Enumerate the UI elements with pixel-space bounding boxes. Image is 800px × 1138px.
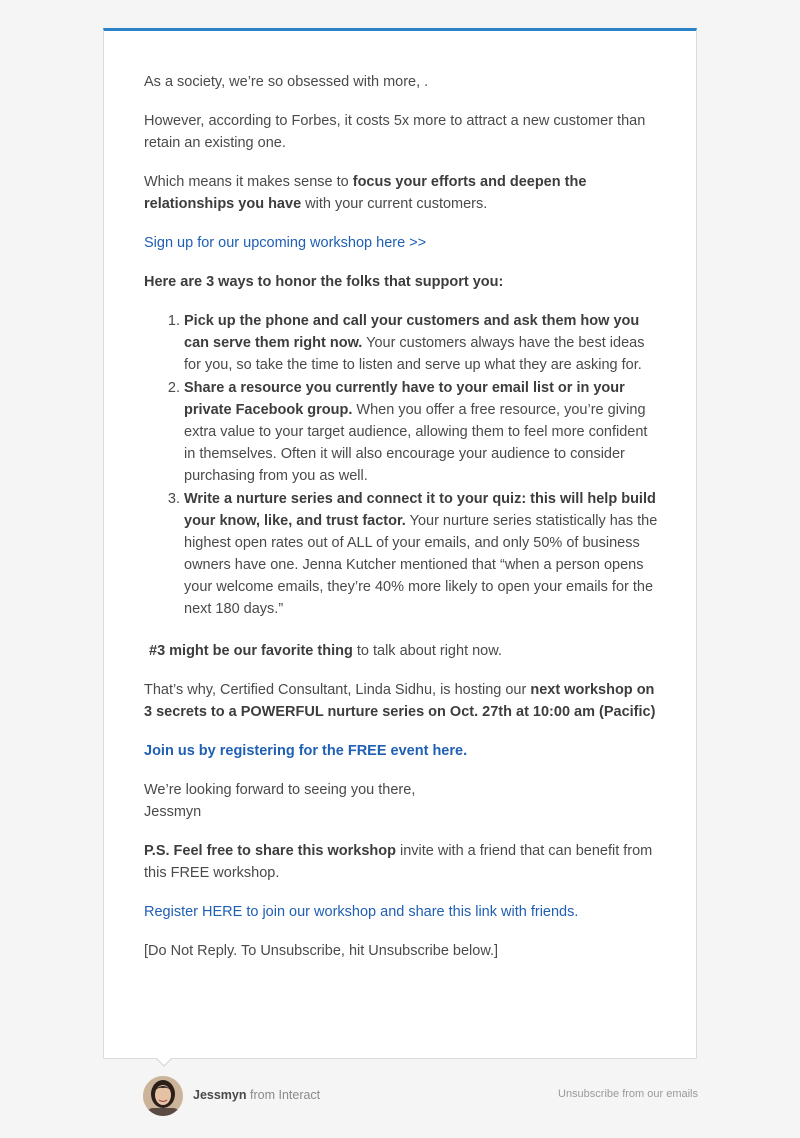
ways-list	[144, 310, 658, 620]
unsubscribe-link[interactable]: Unsubscribe from our emails	[558, 1088, 698, 1100]
email-card	[103, 28, 697, 1059]
list-item: 3. Write a nurture series and connect it to your quiz: this will help build your know, like, and trust factor. Your nurture series statistically has the highest open rates out of ALL of your emails, and only 50% of business owners have one. Jenna Kutcher mentioned that “when a person opens your welcome emails, they’re 40% more likely to open your emails for the next 180 days.”	[184, 488, 658, 620]
forbes-paragraph: However, according to Forbes, it costs 5x more to attract a new customer than retain an existing one.	[144, 113, 646, 151]
join-link[interactable]: Join us by registering for the FREE event here.	[144, 743, 468, 759]
signup-paragraph	[144, 232, 658, 254]
noreply-paragraph: [Do Not Reply. To Unsubscribe, hit Unsubscribe below.]	[144, 943, 499, 959]
email-footer	[143, 1076, 698, 1116]
closing-paragraph: We’re looking forward to seeing you there, Jessmyn	[144, 782, 416, 820]
avatar-portrait	[143, 1076, 183, 1116]
focus-paragraph: Which means it makes sense to focus your efforts and deepen the relationships you have with your current customers.	[144, 174, 587, 212]
join-paragraph	[144, 740, 658, 762]
ways-heading: Here are 3 ways to honor the folks that support you:	[144, 274, 504, 290]
workshop-paragraph: That’s why, Certified Consultant, Linda Sidhu, is hosting our next workshop on 3 secrets to a POWERFUL nurture series on Oct. 27th at 10:00 am (Pacific)	[144, 682, 656, 720]
email-body	[144, 71, 658, 979]
card-pointer	[155, 1058, 173, 1067]
sender-info: Jessmyn from Interact	[193, 1088, 321, 1102]
register-paragraph	[144, 901, 658, 923]
signup-link[interactable]: Sign up for our upcoming workshop here >>	[144, 235, 427, 251]
list-item: 1. Pick up the phone and call your customers and ask them how you can serve them right now. Your customers always have the best ideas for you, so take the time to listen and serve up what they are asking for.	[184, 310, 658, 376]
register-link[interactable]: Register HERE to join our workshop and share this link with friends.	[144, 904, 579, 920]
intro-paragraph: As a society, we’re so obsessed with more, .	[144, 74, 429, 90]
sender-avatar-icon	[143, 1076, 183, 1116]
list-item: 2. Share a resource you currently have to your email list or in your private Facebook group. When you offer a free resource, you’re giving extra value to your target audience, allowing them to feel more confident in themselves. Often it will also encourage your audience to consider purchasing from you as well.	[184, 377, 658, 487]
favorite-paragraph: #3 might be our favorite thing to talk about right now.	[149, 643, 502, 659]
ps-paragraph: P.S. Feel free to share this workshop invite with a friend that can benefit from this FREE workshop.	[144, 843, 653, 881]
